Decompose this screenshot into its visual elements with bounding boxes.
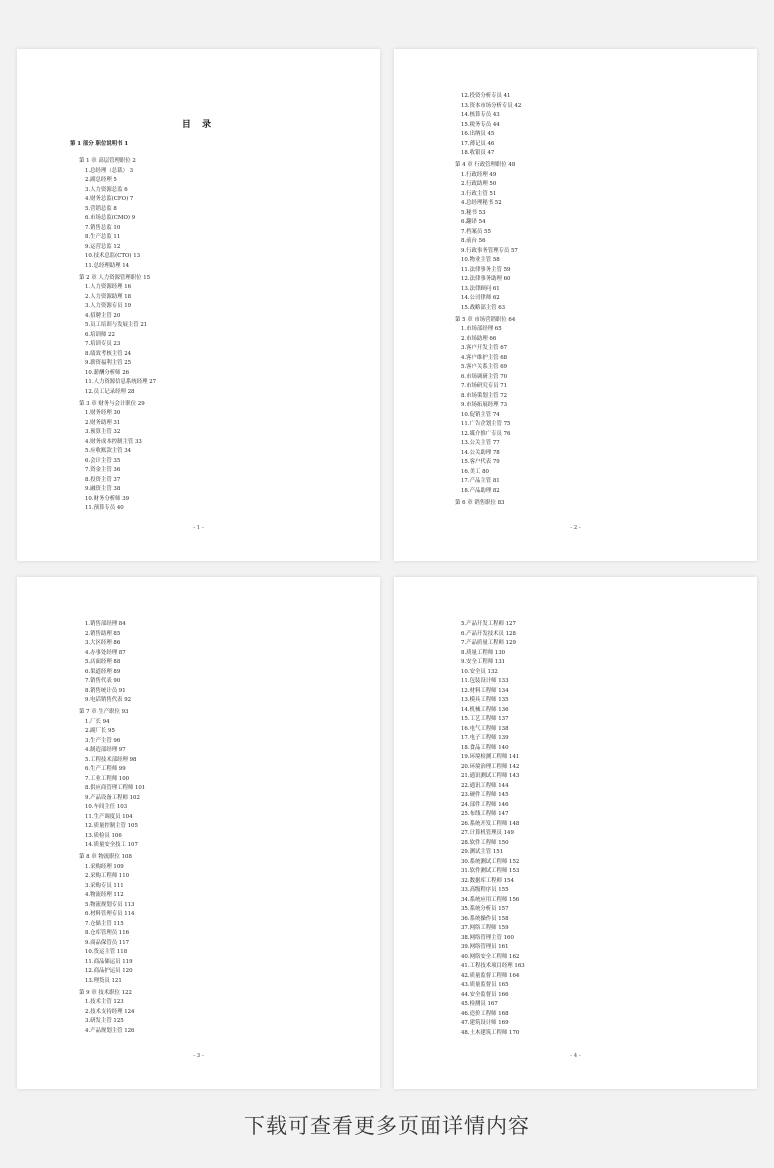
toc-item: 9.融资主管 38 [85,486,121,492]
toc-item: 13.资本市场分析专员 42 [461,102,522,109]
toc-item: 8.销售统计员 91 [85,687,126,694]
toc-item: 4.办事处经理 87 [85,649,126,656]
page-number: - 3 - [193,1053,204,1059]
toc-item: 10.促销主管 74 [461,411,500,418]
toc-item: 1.总经理（总裁） 3 [85,167,134,174]
toc-item: 4.财务总监(CFO) 7 [85,196,134,202]
toc-item: 12.媒介推广专员 76 [461,430,511,437]
toc-item: 8.质量工程师 130 [461,649,506,656]
toc-item: 3.采购专员 111 [85,882,124,889]
toc-item: 3.行政主管 51 [461,190,497,197]
toc-item: 5.产品开发工程师 127 [461,621,516,627]
toc-item: 12.商品护运员 120 [85,968,133,974]
toc-chapter: 第 9 章 技术职位 122 [79,989,132,996]
toc-item: 5.员工培训与发展主管 21 [85,322,148,328]
document-page-2 [394,49,757,561]
toc-item: 2.采购工程师 110 [85,873,130,879]
toc-item: 17.产品主管 81 [461,478,500,484]
toc-item: 31.软件测试工程师 153 [461,868,520,874]
toc-item: 7.工业工程师 100 [85,775,130,782]
toc-item: 5.店面经理 88 [85,659,121,665]
toc-item: 11.法律事务主管 59 [461,266,511,273]
toc-item: 30.系统测试工程师 152 [461,858,520,865]
toc-item: 1.市场部经理 65 [461,326,502,332]
toc-item: 10.货运主管 118 [85,949,128,955]
toc-item: 7.销售总监 10 [85,224,121,231]
toc-item: 6.产品开发技术员 128 [461,630,516,637]
toc-item: 10.安全员 132 [461,668,498,675]
toc-item: 15.战略部主管 63 [461,304,506,311]
toc-item: 2.行政助理 50 [461,181,497,187]
toc-item: 16.美工 80 [461,468,489,475]
download-prompt[interactable]: 下载可查看更多页面详情内容 [244,1114,530,1138]
toc-item: 43.质量监督员 165 [461,982,509,988]
toc-item: 2.副厂长 95 [85,728,115,734]
toc-item: 27.计算机管理员 149 [461,830,514,836]
toc-item: 13.质检员 106 [85,832,122,839]
toc-item: 8.前台 56 [461,238,486,244]
toc-item: 37.网络工程师 159 [461,925,509,931]
toc-chapter: 第 4 章 行政管理职位 48 [455,162,516,168]
toc-item: 8.绩效考核主管 24 [85,350,132,357]
toc-item: 4.招聘主管 20 [85,312,121,319]
toc-item: 1.人力资源经理 16 [85,284,132,290]
toc-item: 14.公司律师 62 [461,295,500,301]
toc-item: 4.物流经理 112 [85,892,124,898]
toc-item: 34.系统应用工程师 156 [461,896,520,903]
toc-item: 17.电子工程师 139 [461,735,509,741]
toc-item: 5.客户关系主管 69 [461,364,508,370]
toc-item: 8.市场策划主管 72 [461,392,508,399]
toc-item: 21.通讯测试工程师 143 [461,773,520,779]
toc-item: 14.核算专员 43 [461,112,500,118]
toc-item: 9.行政事务管理专员 57 [461,247,518,254]
toc-item: 6.市场调研主管 70 [461,373,508,380]
toc-item: 7.仓储主管 115 [85,920,124,927]
toc-item: 24.部件工程师 146 [461,801,509,808]
toc-item: 6.会计主管 35 [85,457,121,464]
toc-item: 18.产品助理 82 [461,487,500,494]
toc-item: 3.生产主管 96 [85,737,121,744]
toc-item: 2.人力资源助理 18 [85,293,132,300]
toc-item: 13.理货员 121 [85,977,122,984]
toc-item: 6.翻译 54 [461,219,486,225]
toc-item: 9.市场拓展经理 73 [461,402,508,408]
toc-item: 22.通讯工程师 144 [461,782,509,789]
toc-item: 25.布线工程师 147 [461,811,509,817]
toc-item: 1.财务经理 30 [85,410,121,416]
toc-item: 12.员工记录经理 28 [85,388,135,395]
toc-item: 8.供应商管理工程师 101 [85,785,146,791]
toc-chapter: 第 3 章 财务与会计职位 29 [79,400,145,407]
toc-item: 44.安全监督员 166 [461,991,509,998]
toc-item: 5.应收账款主管 34 [85,448,132,454]
toc-item: 7.产品质量工程师 129 [461,640,516,646]
toc-item: 45.检测员 167 [461,1001,498,1007]
toc-item: 5.秘书 53 [461,209,486,216]
toc-item: 13.公关主管 77 [461,440,500,446]
toc-item: 1.行政经理 49 [461,171,497,178]
toc-item: 2.销售助理 85 [85,630,121,637]
page-number: - 1 - [193,525,204,531]
toc-item: 11.人力资源信息系统经理 27 [85,379,157,385]
toc-item: 32.数据库工程师 154 [461,877,514,884]
toc-item: 16.电气工程师 138 [461,725,509,732]
toc-item: 7.培训专员 23 [85,341,121,347]
toc-item: 3.预算主管 32 [85,429,121,435]
toc-item: 38.网络管理主管 160 [461,934,514,941]
toc-item: 6.渠道经理 89 [85,668,121,675]
toc-item: 33.高级程序员 155 [461,887,509,893]
toc-item: 35.系统分析员 157 [461,906,509,912]
toc-item: 6.培训师 22 [85,331,115,338]
toc-item: 14.机械工程师 136 [461,706,509,713]
toc-item: 1.技术主管 123 [85,999,124,1005]
toc-item: 3.人力资源专员 19 [85,303,132,309]
toc-item: 4.制造部经理 97 [85,747,126,753]
toc-item: 8.投资主管 37 [85,476,121,483]
toc-item: 10.物业主管 58 [461,257,500,263]
toc-item: 5.物流规划专员 113 [85,901,135,908]
toc-item: 41.工程技术项目经理 163 [461,963,525,969]
document-page-4 [394,577,757,1089]
toc-part: 第 1 部分 职位说明书 1 [70,141,129,147]
toc-item: 2.市场助理 66 [461,335,497,342]
toc-item: 9.电话销售代表 92 [85,697,132,703]
toc-item: 12.材料工程师 134 [461,687,509,694]
toc-item: 3.客户开发主管 67 [461,345,508,351]
toc-item: 40.网络安全工程师 162 [461,953,520,960]
toc-chapter: 第 2 章 人力资源管理职位 15 [79,274,151,281]
toc-item: 11.广告企划主管 75 [461,421,511,427]
toc-item: 11.预算专员 40 [85,505,124,511]
toc-item: 6.材料管理专员 114 [85,911,135,917]
toc-item: 8.生产总监 11 [85,234,121,240]
toc-item: 9.运营总监 12 [85,243,121,250]
toc-item: 12.质量控制主管 105 [85,823,138,829]
toc-chapter: 第 1 章 高层管理职位 2 [79,158,136,164]
toc-item: 7.市场研究专员 71 [461,383,508,389]
toc-chapter: 第 7 章 生产职位 93 [79,709,129,715]
toc-item: 11.包装设计师 133 [461,678,509,684]
toc-item: 7.销售代表 90 [85,678,121,684]
toc-item: 42.质量监督工程师 164 [461,972,520,979]
toc-item: 28.软件工程师 150 [461,839,509,846]
toc-item: 36.系统操作员 158 [461,915,509,922]
toc-item: 2.技术支持经理 124 [85,1008,135,1015]
toc-item: 15.税务专员 44 [461,121,500,128]
toc-item: 20.环境治理工程师 142 [461,763,520,770]
toc-item: 10.薪酬分析师 26 [85,369,130,376]
toc-item: 1.厂长 94 [85,718,110,725]
toc-item: 11.生产调度员 104 [85,813,133,820]
document-page-3 [17,577,380,1089]
toc-item: 29.测试主管 151 [461,849,504,855]
toc-item: 15.工艺工程师 137 [461,716,509,722]
toc-item: 14.质量安全技工 107 [85,842,138,848]
toc-item: 14.公关助理 78 [461,449,500,456]
toc-item: 6.生产工程师 99 [85,766,126,772]
toc-item: 7.档案员 55 [461,228,491,235]
toc-item: 4.总经理秘书 52 [461,200,502,206]
toc-item: 11.商品储运员 119 [85,958,133,965]
toc-item: 18.食品工程师 140 [461,744,509,751]
page-number: - 4 - [570,1053,581,1059]
toc-chapter: 第 6 章 销售职位 83 [455,499,505,506]
toc-item: 4.财务成本控制主管 33 [85,438,142,445]
toc-item: 1.销售部经理 84 [85,621,126,627]
toc-item: 12.法律事务助理 60 [461,276,511,282]
document-page-1 [17,49,380,561]
toc-item: 48.土木建筑工程师 170 [461,1029,520,1036]
toc-item: 4.客户维护主管 68 [461,354,508,361]
toc-item: 39.网络管理员 161 [461,944,509,950]
toc-item: 7.资金主管 36 [85,467,121,473]
toc-item: 9.商品保管员 117 [85,939,130,946]
toc-item: 5.工程技术部经理 98 [85,756,137,763]
toc-item: 23.硬件工程师 145 [461,792,509,798]
toc-item: 8.仓库管理员 116 [85,930,130,936]
toc-item: 16.出纳员 45 [461,131,495,137]
toc-item: 12.投资分析专员 41 [461,93,511,99]
toc-title: 目 录 [181,120,216,130]
toc-chapter: 第 8 章 物流职位 108 [79,854,132,860]
toc-item: 19.环境检测工程师 141 [461,754,520,760]
toc-item: 15.客户代表 79 [461,459,500,465]
toc-item: 17.薄记员 46 [461,140,495,147]
toc-item: 10.车间主任 103 [85,804,128,810]
toc-item: 3.大区经理 86 [85,640,121,646]
toc-item: 3.人力资源总监 6 [85,186,128,193]
toc-item: 10.财务分析师 39 [85,495,130,502]
toc-item: 9.安全工程师 131 [461,659,506,665]
toc-item: 26.系统开发工程师 148 [461,820,520,827]
toc-item: 6.市场总监(CMO) 9 [85,215,136,221]
toc-item: 47.建筑设计师 169 [461,1020,509,1026]
toc-item: 2.财务助理 31 [85,419,121,426]
toc-item: 9.薪资福利主管 25 [85,360,132,366]
toc-item: 1.采购经理 109 [85,863,124,870]
toc-item: 18.收银员 47 [461,150,495,156]
toc-item: 13.法律顾问 61 [461,285,500,292]
toc-item: 9.产品设备工程师 102 [85,794,140,801]
toc-item: 13.模具工程师 135 [461,697,509,703]
toc-item: 11.总经理助理 14 [85,262,130,269]
toc-item: 5.营销总监 8 [85,205,117,212]
toc-chapter: 第 5 章 市场营销职位 64 [455,316,516,323]
toc-item: 3.研发主管 125 [85,1018,124,1024]
toc-item: 4.产品规划主管 126 [85,1027,135,1034]
page-number: - 2 - [570,525,581,531]
toc-item: 46.造价工程师 168 [461,1010,509,1017]
toc-item: 2.副总经理 5 [85,177,117,183]
toc-item: 10.技术总监(CTO) 13 [85,253,141,259]
